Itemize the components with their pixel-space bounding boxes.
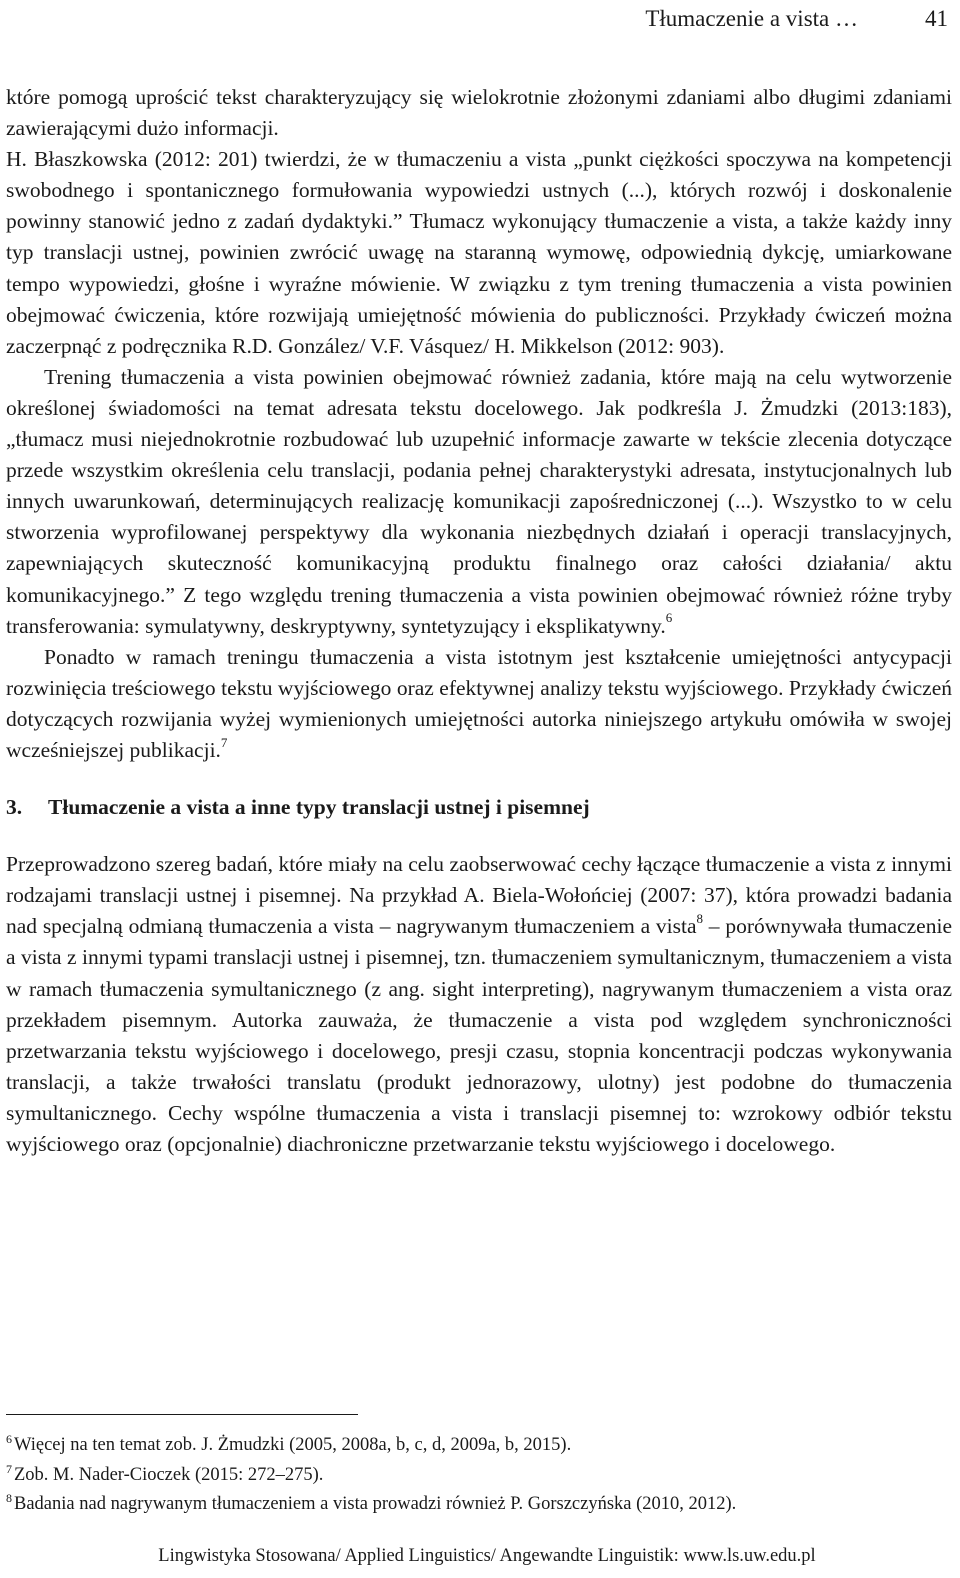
footnote-text: Badania nad nagrywanym tłumaczeniem a vista prowadzi również P. Gorszczyńska (2010, 2012). [14, 1494, 737, 1514]
footnote-text: Zob. M. Nader-Cioczek (2015: 272–275). [14, 1464, 324, 1485]
paragraph-text: Przeprowadzono szereg badań, które miały na celu zaobserwować cechy łączące tłumaczenie a vista z innymi rodzajami translacji ustnej i pisemnej. Na przykład A. Biela-Wołońciej (2007: 37), która prowadzi badania nad specjalną odmianą tłumaczenia a vista – nagrywanym tłumaczeniem a vista [6, 852, 952, 939]
paragraph-section-3 [6, 849, 952, 1160]
footnote-divider [6, 1414, 358, 1415]
footnote-6 [6, 1431, 952, 1461]
page-number: 41 [925, 6, 948, 31]
document-page [6, 0, 952, 1578]
paragraph-zmudzki [6, 362, 952, 642]
footnote-ref-7[interactable]: 7 [220, 734, 228, 750]
page-footer: Lingwistyka Stosowana/ Applied Linguistics/ Angewandte Linguistik: www.ls.uw.edu.pl [158, 1546, 816, 1566]
footnote-text: Więcej na ten temat zob. J. Żmudzki (2005, 2008a, b, c, d, 2009a, b, 2015). [14, 1435, 572, 1455]
paragraph-text: Trening tłumaczenia a vista powinien obejmować również zadania, które mają na celu wytworzenie określonej świadomości na temat adresata tekstu docelowego. Jak podkreśla J. Żmudzki (2013:183), „tłumacz musi niejednokrotnie rozbudować lub uzupełnić informacje zawarte w tekście zlecenia dotyczące przede wszystkim określenia celu translacji, podania pełnej charakterystyki adresata, instytucjonalnych lub innych uwarunkowań, determinujących realizację komunikacji zapośredniczonej (...). Wszystko to w celu stworzenia wyprofilowanej perspektywy dla wykonania niezbędnych działań i operacji translacyjnych, zapewniających skuteczność komunikacyjną produktu finalnego oraz całości działania/ aktu komunikacyjnego.” Z tego względu trening tłumaczenia a vista powinien obejmować również różne tryby transferowania: symulatywny, deskryptywny, syntetyzujący i eksplikatywny. [6, 364, 952, 638]
section-number: 3. [6, 795, 23, 820]
footnote-8 [6, 1490, 952, 1520]
footnotes [6, 1431, 952, 1520]
paragraph-continuation [6, 82, 952, 144]
footnote-7 [6, 1461, 952, 1491]
section-title: Tłumaczenie a vista a inne typy translacji ustnej i pisemnej [48, 795, 590, 820]
footnote-mark: 7 [6, 1461, 12, 1476]
paragraph-antycypacja [6, 642, 952, 766]
footnote-ref-8[interactable]: 8 [696, 911, 704, 927]
footnote-mark: 6 [6, 1432, 12, 1446]
paragraph-text: które pomogą uprościć tekst charakteryzujący się wielokrotnie złożonymi zdaniami albo długimi zdaniami zawierającymi dużo informacji. [6, 85, 952, 141]
running-header [6, 4, 952, 34]
main-text [6, 82, 952, 1160]
paragraph-text: – porównywała tłumaczenie a vista z innymi typami translacji ustnej i pisemnej, tzn. tłumaczeniem symultanicznym, tłumaczeniem a vista w ramach tłumaczenia symultanicznego (z ang. sight interpreting), nagrywanym tłumaczeniem a vista oraz przekładem pisemnym. Autorka zauważa, że tłumaczenie a vista pod względem synchroniczności przetwarzania tekstu wyjściowego i docelowego, presji czasu, stopnia koncentracji podczas wykonywania translacji, a także trwałości translatu (produkt jednorazowy, ulotny) jest podobne do tłumaczenia symultanicznego. Cechy wspólne tłumaczenia a vista i translacji pisemnej to: wzrokowy odbiór tekstu wyjściowego oraz (opcjonalnie) diachroniczne przetwarzanie tekstu wyjściowego i docelowego. [6, 914, 952, 1156]
paragraph-text: Ponadto w ramach treningu tłumaczenia a vista istotnym jest kształcenie umiejętności antycypacji rozwinięcia treściowego tekstu wyjściowego oraz efektywnej analizy tekstu wyjściowego. Przykłady ćwiczeń dotyczących rozwijania wyżej wymienionych umiejętności autorka niniejszego artykułu omówiła w swojej wcześniejszej publikacji. [6, 644, 952, 762]
footnote-mark: 8 [6, 1491, 12, 1505]
running-title: Tłumaczenie a vista … [645, 6, 858, 31]
paragraph-blaszkowska [6, 144, 952, 362]
section-heading [6, 792, 952, 823]
paragraph-text: H. Błaszkowska (2012: 201) twierdzi, że w tłumaczeniu a vista „punkt ciężkości spoczywa na kompetencji swobodnego i spontanicznego formułowania wypowiedzi ustnych (...), których rozwój i doskonalenie powinny stanowić jedno z zadań dydaktyki.” Tłumacz wykonujący tłumaczenie a vista, a także każdy inny typ translacji ustnej, powinien zwrócić uwagę na staranną wymowę, odpowiednią dykcję, umiarkowane tempo wypowiedzi, głośne i wyraźne mówienie. W związku z tym trening tłumaczenia a vista powinien obejmować ćwiczenia, które rozwijają umiejętność mówienia do publiczności. Przykłady ćwiczeń można zaczerpnąć z podręcznika R.D. González/ V.F. Vásquez/ H. Mikkelson (2012: 903). [6, 147, 952, 358]
footnote-ref-6[interactable]: 6 [665, 610, 673, 626]
